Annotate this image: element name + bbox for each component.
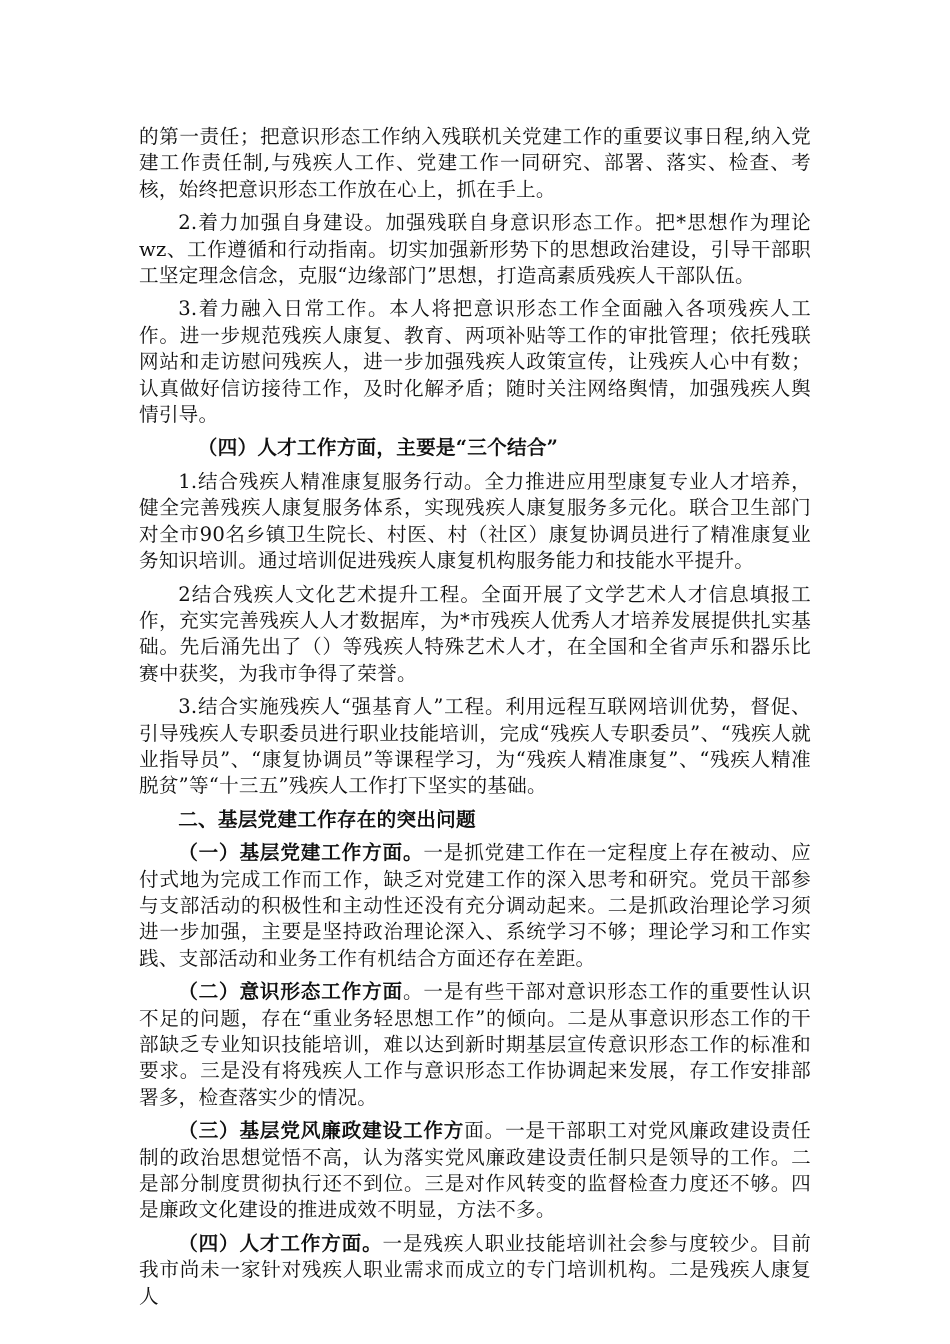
paragraph-culture-art: 2结合残疾人文化艺术提升工程。全面开展了文学艺术人才信息填报工作，充实完善残疾人人才数据库，为*市残疾人优秀人才培养发展提供扎实基础。先后涌先出了（）等残疾人特殊艺术人才，在全国和全省声乐和器乐比赛中获奖，为我市争得了荣誉。	[139, 582, 811, 685]
text-integrity: 面。一是干部职工对党风廉政建设责任制的政治思想觉悟不高，认为落实党风廉政建设责任制只是领导的工作。二是部分制度贯彻执行还不到位。三是对作风转变的监督检查力度还不够。四是廉政文化建设的推进成效不明显，方法不多。	[139, 1119, 812, 1222]
paragraph-ideology-problems	[139, 979, 811, 1111]
document-body	[139, 124, 811, 1317]
paragraph-talent-problems	[139, 1231, 811, 1310]
paragraph-responsibility-continued: 的第一责任；把意识形态工作纳入残联机关党建工作的重要议事日程,纳入党建工作责任制,与残疾人工作、党建工作一同研究、部署、落实、检查、考核，始终把意识形态工作放在心上，抓在手上。	[139, 125, 811, 201]
text-party-building: 一是抓党建工作在一定程度上存在被动、应付式地为完成工作而工作，缺乏对党建工作的深入思考和研究。党员干部参与支部活动的积极性和主动性还没有充分调动起来。二是抓政治理论学习须进一步加强，主要是坚持政治理论深入、系统学习不够；理论学习和工作实践、支部活动和业务工作有机结合方面还存在差距。	[139, 841, 811, 970]
lead-ideology: （二）意识形态工作方面	[178, 980, 403, 1004]
section-heading-problems: 二、基层党建工作存在的突出问题	[178, 807, 476, 831]
text-ideology: 。一是有些干部对意识形态工作的重要性认识不足的问题，存在“重业务轻思想工作”的倾向。二是从事意识形态工作的干部缺乏专业知识技能培训，难以达到新时期基层宣传意识形态工作的标准和要求。三是没有将残疾人工作与意识形态工作协调起来发展，存工作安排部署多，检查落实少的情况。	[139, 980, 812, 1109]
paragraph-strong-base: 3.结合实施残疾人“强基育人”工程。利用远程互联网培训优势，督促、引导残疾人专职委员进行职业技能培训，完成“残疾人专职委员”、“残疾人就业指导员”、“康复协调员”等课程学习，为“残疾人精准康复”、“残疾人精准脱贫”等“十三五”残疾人工作打下坚实的基础。	[139, 695, 811, 798]
lead-integrity: （三）基层党风廉政建设工作方	[178, 1119, 465, 1143]
paragraph-party-building-problems	[139, 840, 811, 972]
section-heading-talent-work: （四）人才工作方面，主要是“三个结合”	[197, 436, 559, 460]
lead-talent: （四）人才工作方面。	[178, 1231, 383, 1255]
paragraph-daily-work: 3.着力融入日常工作。本人将把意识形态工作全面融入各项残疾人工作。进一步规范残疾人康复、教育、两项补贴等工作的审批管理；依托残联网站和走访慰问残疾人，进一步加强残疾人政策宣传，让残疾人心中有数；认真做好信访接待工作，及时化解矛盾；随时关注网络舆情，加强残疾人舆情引导。	[139, 297, 811, 427]
paragraph-integrity-problems	[139, 1118, 811, 1224]
paragraph-self-building: 2.着力加强自身建设。加强残联自身意识形态工作。把*思想作为理论wz、工作遵循和行动指南。切实加强新形势下的思想政治建设，引导干部职工坚定理念信念，克服“边缘部门”思想，打造高素质残疾人干部队伍。	[139, 211, 811, 288]
lead-party-building: （一）基层党建工作方面。	[178, 841, 424, 865]
paragraph-rehab-service: 1.结合残疾人精准康复服务行动。全力推进应用型康复专业人才培养，健全完善残疾人康复服务体系，实现残疾人康复服务多元化。联合卫生部门对全市90名乡镇卫生院长、村医、村（社区）康复协调员进行了精准康复业务知识培训。通过培训促进残疾人康复机构服务能力和技能水平提升。	[139, 469, 811, 573]
text-talent: 一是残疾人职业技能培训社会参与度较少。目前我市尚未一家针对残疾人职业需求而成立的专门培训机构。二是残疾人康复人	[139, 1231, 812, 1308]
